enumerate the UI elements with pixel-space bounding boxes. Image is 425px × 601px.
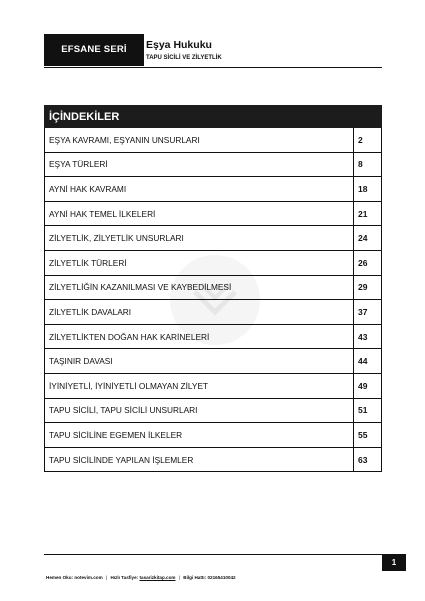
toc-row[interactable] [45,201,382,226]
toc-row[interactable] [45,152,382,177]
toc-entry-title: ZİLYETLİK TÜRLERİ [45,250,354,275]
toc-entry-title: TAŞINIR DAVASI [45,349,354,374]
toc-row[interactable] [45,177,382,202]
toc-header-row [45,106,382,128]
series-label: EFSANE SERİ [61,44,127,55]
toc-entry-title: TAPU SİCİLİ, TAPU SİCİLİ UNSURLARI [45,398,354,423]
book-title: Eşya Hukuku [146,39,212,51]
toc-heading: İÇİNDEKİLER [45,106,382,128]
toc-entry-page: 55 [354,423,382,448]
toc-row[interactable] [45,447,382,472]
toc-row[interactable] [45,250,382,275]
shop-site-link[interactable]: tasarizkitap.com [139,575,176,580]
toc-entry-title: ZİLYETLİK, ZİLYETLİK UNSURLARI [45,226,354,251]
toc-entry-page: 44 [354,349,382,374]
toc-row[interactable] [45,300,382,325]
toc-entry-title: ZİLYETLİKTEN DOĞAN HAK KARİNELERİ [45,324,354,349]
page-number: 1 [382,554,406,571]
toc-entry-page: 49 [354,373,382,398]
table-of-contents [44,105,382,472]
toc-entry-page: 2 [354,128,382,153]
toc-entry-page: 24 [354,226,382,251]
toc-entry-title: ZİLYETLİĞİN KAZANILMASI VE KAYBEDİLMESİ [45,275,354,300]
toc-entry-title: ZİLYETLİK DAVALARI [45,300,354,325]
footer-separator: | [178,575,180,580]
toc-entry-title: EŞYA KAVRAMI, EŞYANIN UNSURLARI [45,128,354,153]
footer-divider [44,554,382,555]
toc-row[interactable] [45,423,382,448]
toc-entry-page: 29 [354,275,382,300]
toc-entry-title: TAPU SİCİLİNE EGEMEN İLKELER [45,423,354,448]
toc-row[interactable] [45,349,382,374]
phone-number: 02165410042 [207,575,236,580]
toc-entry-page: 37 [354,300,382,325]
footer-info [46,575,236,580]
toc-entry-page: 21 [354,201,382,226]
toc-entry-title: TAPU SİCİLİNDE YAPILAN İŞLEMLER [45,447,354,472]
toc-entry-title: AYNİ HAK KAVRAMI [45,177,354,202]
header-divider [44,67,382,68]
toc-entry-page: 51 [354,398,382,423]
shop-label: Hızlı Tasfiye: [110,575,139,580]
toc-entry-page: 8 [354,152,382,177]
toc-row[interactable] [45,226,382,251]
toc-row[interactable] [45,398,382,423]
toc-entries [45,128,382,472]
toc-entry-title: EŞYA TÜRLERİ [45,152,354,177]
toc-entry-page: 63 [354,447,382,472]
toc-entry-page: 43 [354,324,382,349]
book-subtitle: TAPU SİCİLİ VE ZİLYETLİK [146,55,222,61]
toc-row[interactable] [45,324,382,349]
phone-label: Bilgi Hattı: [183,575,207,580]
study-site-link[interactable]: notevim.com [74,575,103,580]
toc-entry-title: AYNİ HAK TEMEL İLKELERİ [45,201,354,226]
toc-entry-title: İYİNİYETLİ, İYİNİYETLİ OLMAYAN ZİLYET [45,373,354,398]
toc-entry-page: 26 [354,250,382,275]
toc-row[interactable] [45,275,382,300]
footer-separator: | [105,575,108,580]
study-label: Hemen Oku: [46,575,74,580]
toc-entry-page: 18 [354,177,382,202]
toc-row[interactable] [45,128,382,153]
toc-row[interactable] [45,373,382,398]
